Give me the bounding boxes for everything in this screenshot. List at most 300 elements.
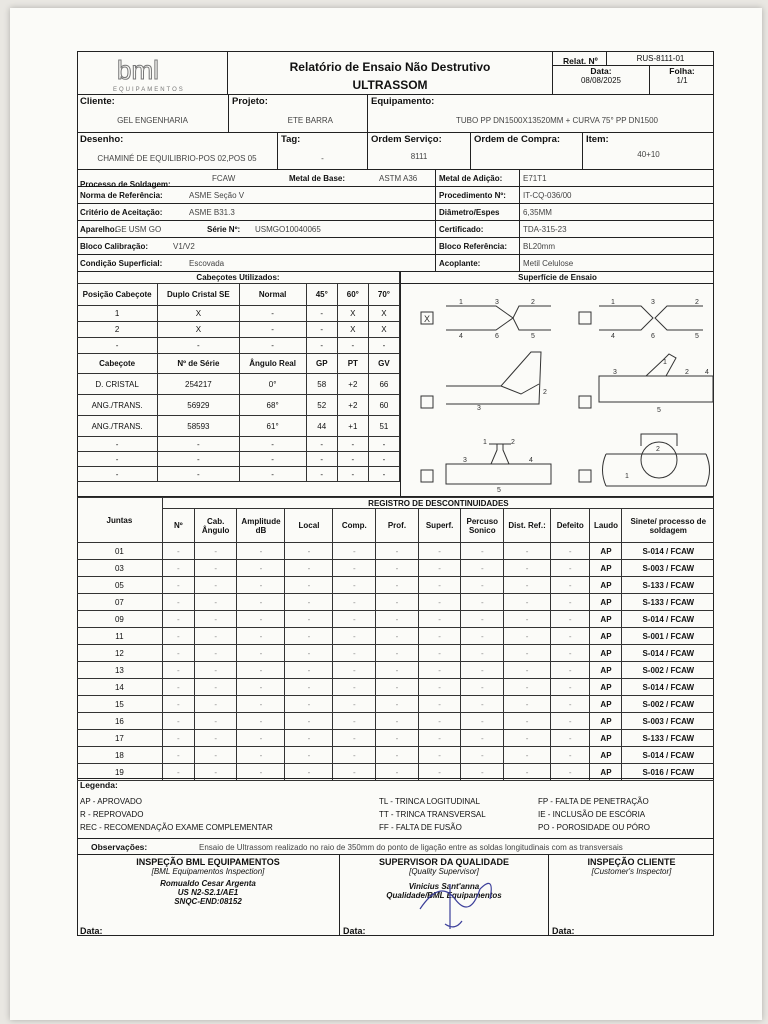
- probes-used-panel: [77, 272, 400, 482]
- diagram-label: 1: [483, 439, 487, 446]
- register-empty-cell: -: [551, 713, 590, 730]
- sheet-value: 1/1: [676, 76, 688, 85]
- probe-cell: -: [239, 467, 306, 482]
- calibration-block-value: V1/V2: [173, 242, 195, 251]
- register-empty-cell: -: [162, 713, 194, 730]
- probe-cell: 61°: [239, 416, 306, 437]
- register-empty-cell: -: [461, 560, 504, 577]
- register-empty-cell: -: [333, 662, 376, 679]
- register-empty-cell: -: [376, 662, 419, 679]
- probes-header: 60°: [337, 284, 368, 306]
- diagram-label: 4: [459, 333, 463, 340]
- register-empty-cell: -: [504, 662, 551, 679]
- date-cell: [552, 66, 649, 95]
- probe-cell: ANG./TRANS.: [77, 416, 158, 437]
- probe-cell: +1: [337, 416, 368, 437]
- svg-text:EQUIPAMENTOS: EQUIPAMENTOS: [113, 87, 185, 93]
- diagram-label: 3: [613, 369, 617, 376]
- probe-cell: +2: [337, 374, 368, 395]
- joint-welder-stamp: S-001 / FCAW: [622, 628, 714, 645]
- diagram-label: 1: [625, 473, 629, 480]
- probe-position-cell: -: [337, 338, 368, 354]
- register-row: [77, 679, 714, 696]
- joint-welder-stamp: S-014 / FCAW: [622, 543, 714, 560]
- register-empty-cell: -: [551, 628, 590, 645]
- couplant-value: Metil Celulose: [523, 259, 574, 268]
- register-empty-cell: -: [461, 611, 504, 628]
- probes-header2: Ângulo Real: [239, 354, 306, 374]
- register-empty-cell: -: [162, 594, 194, 611]
- bml-date-label: Data:: [80, 926, 103, 936]
- probe-position-cell: -: [306, 306, 337, 322]
- probe-position-cell: X: [158, 322, 239, 338]
- tag-label: Tag:: [281, 134, 301, 145]
- probes-header: Duplo Cristal SE: [158, 284, 239, 306]
- register-empty-cell: -: [333, 764, 376, 781]
- register-empty-cell: -: [333, 577, 376, 594]
- joint-result: AP: [590, 764, 622, 781]
- register-empty-cell: -: [237, 611, 285, 628]
- register-empty-cell: -: [285, 594, 333, 611]
- probes-header: Normal: [239, 284, 306, 306]
- register-empty-cell: -: [376, 730, 419, 747]
- register-empty-cell: -: [376, 696, 419, 713]
- register-empty-cell: -: [418, 628, 461, 645]
- quality-supervisor-cell: [340, 855, 549, 936]
- relat-label-cell: [552, 51, 606, 66]
- register-empty-cell: -: [237, 594, 285, 611]
- register-empty-cell: -: [418, 645, 461, 662]
- probe-cell: -: [337, 437, 368, 452]
- register-empty-cell: -: [461, 764, 504, 781]
- service-order-label: Ordem Serviço:: [371, 134, 442, 145]
- register-empty-cell: -: [237, 679, 285, 696]
- register-empty-cell: -: [237, 713, 285, 730]
- register-empty-cell: -: [551, 611, 590, 628]
- probe-position-cell: -: [368, 338, 399, 354]
- register-empty-cell: -: [285, 679, 333, 696]
- sheet-label: Folha:: [669, 66, 695, 76]
- register-empty-cell: -: [285, 611, 333, 628]
- register-header: Nº: [162, 509, 194, 543]
- acceptance-criteria-label: Critério de Aceitação:: [80, 208, 163, 217]
- register-header: Local: [285, 509, 333, 543]
- joint-result: AP: [590, 543, 622, 560]
- signatures-block: [77, 855, 714, 936]
- register-empty-cell: -: [418, 764, 461, 781]
- register-empty-cell: -: [551, 543, 590, 560]
- register-empty-cell: -: [285, 543, 333, 560]
- welding-process-value: FCAW: [212, 174, 236, 183]
- register-empty-cell: -: [551, 645, 590, 662]
- legend-title: Legenda:: [80, 780, 118, 790]
- register-empty-cell: -: [461, 679, 504, 696]
- register-empty-cell: -: [237, 730, 285, 747]
- diagram-label: 3: [463, 457, 467, 464]
- register-empty-cell: -: [162, 730, 194, 747]
- serial-label: Série Nº:: [207, 225, 241, 234]
- process-block: [77, 170, 714, 272]
- register-empty-cell: -: [418, 594, 461, 611]
- register-empty-cell: -: [194, 679, 237, 696]
- register-empty-cell: -: [504, 730, 551, 747]
- register-row: [77, 543, 714, 560]
- probe-position-cell: X: [368, 306, 399, 322]
- drawing-cell: [77, 133, 278, 170]
- probes-header: Posição Cabeçote: [77, 284, 158, 306]
- register-row: [77, 594, 714, 611]
- register-header: Prof.: [376, 509, 419, 543]
- joint-result: AP: [590, 713, 622, 730]
- probe-position-cell: -: [239, 306, 306, 322]
- register-empty-cell: -: [333, 594, 376, 611]
- client-inspection-cell: [549, 855, 714, 936]
- joint-number: 19: [77, 764, 162, 781]
- register-empty-cell: -: [194, 730, 237, 747]
- probe-position-row: [77, 322, 400, 338]
- legend-col-2: [379, 795, 486, 834]
- register-empty-cell: -: [194, 628, 237, 645]
- device-label: Aparelho:: [80, 225, 118, 234]
- surface-panel: [400, 272, 714, 497]
- logo-box: [77, 51, 228, 95]
- register-empty-cell: -: [237, 696, 285, 713]
- register-empty-cell: -: [418, 696, 461, 713]
- register-header: Defeito: [551, 509, 590, 543]
- probe-cell: 52: [306, 395, 337, 416]
- register-empty-cell: -: [461, 747, 504, 764]
- register-empty-cell: -: [376, 764, 419, 781]
- service-order-value: 8111: [410, 152, 428, 161]
- project-value: ETE BARRA: [287, 116, 333, 125]
- joint-welder-stamp: S-014 / FCAW: [622, 747, 714, 764]
- register-empty-cell: -: [333, 730, 376, 747]
- register-empty-cell: -: [237, 764, 285, 781]
- register-empty-cell: -: [504, 747, 551, 764]
- register-empty-cell: -: [461, 696, 504, 713]
- register-empty-cell: -: [162, 662, 194, 679]
- joint-welder-stamp: S-133 / FCAW: [622, 594, 714, 611]
- project-label: Projeto:: [232, 96, 268, 107]
- register-empty-cell: -: [461, 730, 504, 747]
- client-value: GEL ENGENHARIA: [117, 116, 188, 125]
- item-cell: [583, 133, 714, 170]
- register-empty-cell: -: [194, 594, 237, 611]
- register-header: Amplitude dB: [237, 509, 285, 543]
- probe-position-row: [77, 338, 400, 354]
- observations-text: Ensaio de Ultrassom realizado no raio de 350mm do ponto de ligação entre as soldas longitudinais com as transversais: [199, 843, 623, 852]
- register-empty-cell: -: [504, 696, 551, 713]
- register-empty-cell: -: [162, 560, 194, 577]
- joint-welder-stamp: S-014 / FCAW: [622, 679, 714, 696]
- register-empty-cell: -: [194, 747, 237, 764]
- probe-cell: -: [77, 467, 158, 482]
- probes-used-table: [77, 272, 400, 482]
- legend-item: AP - APROVADO: [80, 797, 142, 806]
- probe-position-cell: X: [337, 322, 368, 338]
- joint-result: AP: [590, 594, 622, 611]
- probe-cell: -: [368, 452, 399, 467]
- probe-row: [77, 416, 400, 437]
- register-title: REGISTRO DE DESCONTINUIDADES: [162, 498, 714, 509]
- probe-position-cell: -: [158, 338, 239, 354]
- register-empty-cell: -: [461, 628, 504, 645]
- joint-number: 01: [77, 543, 162, 560]
- diagram-label: 1: [663, 359, 667, 366]
- register-empty-cell: -: [551, 764, 590, 781]
- register-empty-cell: -: [285, 747, 333, 764]
- probe-cell: 0°: [239, 374, 306, 395]
- probes-header2: GP: [306, 354, 337, 374]
- surface-title: Superfície de Ensaio: [401, 272, 714, 284]
- service-order-cell: [368, 133, 471, 170]
- bml-logo-icon: [77, 51, 227, 95]
- probes-used-title: Cabeçotes Utilizados:: [77, 272, 400, 284]
- register-empty-cell: -: [333, 679, 376, 696]
- joint-number: 11: [77, 628, 162, 645]
- register-empty-cell: -: [376, 594, 419, 611]
- joint-option-checkbox[interactable]: [579, 312, 591, 324]
- joint-welder-stamp: S-014 / FCAW: [622, 645, 714, 662]
- bml-inspector-cert: US N2-S2.1/AE1: [177, 888, 239, 897]
- equipment-label: Equipamento:: [371, 96, 435, 107]
- probe-position-cell: -: [239, 322, 306, 338]
- register-empty-cell: -: [376, 747, 419, 764]
- register-empty-cell: -: [504, 628, 551, 645]
- register-empty-cell: -: [376, 645, 419, 662]
- probe-cell: 44: [306, 416, 337, 437]
- discontinuity-table: [77, 497, 714, 781]
- register-empty-cell: -: [285, 662, 333, 679]
- register-empty-cell: -: [376, 713, 419, 730]
- register-row: [77, 713, 714, 730]
- probes-header: 45°: [306, 284, 337, 306]
- legend-col-1: [80, 795, 273, 834]
- probe-position-cell: -: [306, 338, 337, 354]
- certificate-label: Certificado:: [439, 225, 484, 234]
- probe-cell: -: [158, 437, 239, 452]
- register-row: [77, 611, 714, 628]
- joint-option-checkbox[interactable]: [421, 470, 433, 482]
- diagram-label: 2: [656, 446, 660, 453]
- equipment-cell: [368, 95, 714, 133]
- probe-cell: -: [306, 467, 337, 482]
- probe-cell: 254217: [158, 374, 239, 395]
- welding-process-label: Processo de Soldagem:: [80, 180, 171, 189]
- joint-number: 07: [77, 594, 162, 611]
- register-empty-cell: -: [162, 628, 194, 645]
- report-subtitle: ULTRASSOM: [352, 78, 428, 92]
- observations-label: Observações:: [91, 842, 148, 852]
- date-label: Data:: [590, 66, 612, 76]
- reference-block-label: Bloco Referência:: [439, 242, 508, 251]
- register-empty-cell: -: [194, 662, 237, 679]
- register-empty-cell: -: [333, 560, 376, 577]
- legend-item: FP - FALTA DE PENETRAÇÃO: [538, 797, 649, 806]
- probe-position-cell: 1: [77, 306, 158, 322]
- register-empty-cell: -: [285, 577, 333, 594]
- joint-result: AP: [590, 679, 622, 696]
- joint-number: 14: [77, 679, 162, 696]
- probes-header2: Nº de Série: [158, 354, 239, 374]
- register-empty-cell: -: [418, 679, 461, 696]
- relat-label: Relat. Nº: [563, 56, 598, 66]
- probe-position-row: [77, 306, 400, 322]
- probe-cell: +2: [337, 395, 368, 416]
- register-empty-cell: -: [504, 611, 551, 628]
- register-empty-cell: -: [418, 730, 461, 747]
- diagram-label: 3: [651, 299, 655, 306]
- register-row: [77, 747, 714, 764]
- probe-cell: -: [368, 467, 399, 482]
- quality-supervisor-name: Vinicius Sant'anna: [408, 882, 480, 891]
- diagram-label: 6: [651, 333, 655, 340]
- register-empty-cell: -: [285, 696, 333, 713]
- quality-date-label: Data:: [343, 926, 366, 936]
- probe-row: [77, 374, 400, 395]
- report-title-box: [228, 51, 552, 95]
- probe-cell: -: [239, 452, 306, 467]
- svg-text:bml: bml: [117, 55, 159, 85]
- probe-cell: -: [158, 452, 239, 467]
- bml-inspection-subtitle: [BML Equipamentos Inspection]: [151, 867, 265, 876]
- register-empty-cell: -: [376, 543, 419, 560]
- legend-col-3: [538, 795, 650, 834]
- quality-supervisor-title: SUPERVISOR DA QUALIDADE: [378, 857, 510, 867]
- register-empty-cell: -: [285, 713, 333, 730]
- joint-number: 12: [77, 645, 162, 662]
- register-empty-cell: -: [418, 611, 461, 628]
- register-empty-cell: -: [194, 560, 237, 577]
- item-label: Item:: [586, 134, 609, 145]
- register-empty-cell: -: [237, 645, 285, 662]
- diagram-label: 2: [695, 299, 699, 306]
- tag-cell: [278, 133, 368, 170]
- probe-cell: -: [158, 467, 239, 482]
- base-metal-value: ASTM A36: [379, 174, 418, 183]
- register-empty-cell: -: [285, 560, 333, 577]
- joint-number: 18: [77, 747, 162, 764]
- register-empty-cell: -: [418, 543, 461, 560]
- register-empty-cell: -: [162, 645, 194, 662]
- register-header: Juntas: [77, 498, 162, 543]
- joint-result: AP: [590, 645, 622, 662]
- sheet-cell: [649, 66, 714, 95]
- register-empty-cell: -: [194, 611, 237, 628]
- probe-cell: 68°: [239, 395, 306, 416]
- register-empty-cell: -: [237, 560, 285, 577]
- register-empty-cell: -: [285, 730, 333, 747]
- filler-metal-label: Metal de Adição:: [439, 174, 503, 183]
- client-inspection-subtitle: [Customer's Inspector]: [591, 867, 672, 876]
- register-empty-cell: -: [237, 628, 285, 645]
- register-row: [77, 560, 714, 577]
- probe-cell: -: [337, 452, 368, 467]
- register-empty-cell: -: [551, 560, 590, 577]
- probe-cell: D. CRISTAL: [77, 374, 158, 395]
- register-empty-cell: -: [551, 662, 590, 679]
- bml-inspection-cell: [77, 855, 340, 936]
- legend-item: REC - RECOMENDAÇÃO EXAME COMPLEMENTAR: [80, 823, 273, 832]
- diagram-label: 1: [611, 299, 615, 306]
- joint-welder-stamp: S-002 / FCAW: [622, 696, 714, 713]
- probe-position-cell: -: [239, 338, 306, 354]
- tag-value: -: [321, 154, 324, 163]
- register-empty-cell: -: [162, 543, 194, 560]
- register-empty-cell: -: [333, 543, 376, 560]
- bml-inspector-snqc: SNQC-END:08152: [174, 897, 242, 906]
- probe-position-cell: X: [158, 306, 239, 322]
- drawing-label: Desenho:: [80, 134, 124, 145]
- probe-cell: -: [337, 467, 368, 482]
- equipment-value: TUBO PP DN1500X13520MM + CURVA 75° PP DN1500: [455, 116, 658, 125]
- process-row: [80, 174, 171, 192]
- register-row: [77, 628, 714, 645]
- joint-result: AP: [590, 730, 622, 747]
- joint-option-checkbox[interactable]: [579, 396, 591, 408]
- register-empty-cell: -: [162, 577, 194, 594]
- register-empty-cell: -: [285, 645, 333, 662]
- register-empty-cell: -: [418, 713, 461, 730]
- joint-result: AP: [590, 611, 622, 628]
- probe-cell: -: [239, 437, 306, 452]
- legend-item: R - REPROVADO: [80, 810, 144, 819]
- client-label: Cliente:: [80, 96, 115, 107]
- joint-option-checkbox[interactable]: [579, 470, 591, 482]
- diagram-label: 6: [495, 333, 499, 340]
- procedure-value: IT-CQ-036/00: [523, 191, 572, 200]
- discontinuity-register: [77, 497, 714, 781]
- joint-number: 16: [77, 713, 162, 730]
- register-empty-cell: -: [461, 645, 504, 662]
- register-empty-cell: -: [194, 543, 237, 560]
- register-row: [77, 662, 714, 679]
- diagram-label: 4: [611, 333, 615, 340]
- joint-option-checkbox[interactable]: [421, 396, 433, 408]
- joint-result: AP: [590, 696, 622, 713]
- purchase-order-cell: [471, 133, 583, 170]
- joint-welder-stamp: S-003 / FCAW: [622, 713, 714, 730]
- report-title: Relatório de Ensaio Não Destrutivo: [289, 60, 491, 74]
- register-empty-cell: -: [237, 577, 285, 594]
- joint-result: AP: [590, 628, 622, 645]
- observations-row: [77, 838, 714, 855]
- register-empty-cell: -: [504, 594, 551, 611]
- register-empty-cell: -: [194, 764, 237, 781]
- register-empty-cell: -: [333, 645, 376, 662]
- probe-cell: -: [306, 437, 337, 452]
- legend-item: FF - FALTA DE FUSÃO: [379, 823, 462, 832]
- register-empty-cell: -: [376, 628, 419, 645]
- diagram-label: 5: [531, 333, 535, 340]
- register-empty-cell: -: [237, 543, 285, 560]
- legend-item: TT - TRINCA TRANSVERSAL: [379, 810, 486, 819]
- probe-cell: 58593: [158, 416, 239, 437]
- probe-cell: 58: [306, 374, 337, 395]
- date-value: 08/08/2025: [580, 76, 622, 85]
- certificate-value: TDA-315-23: [523, 225, 567, 234]
- probe-cell: -: [368, 437, 399, 452]
- probe-position-cell: X: [337, 306, 368, 322]
- relat-number: RUS-8111-01: [606, 51, 714, 66]
- register-empty-cell: -: [504, 713, 551, 730]
- diagram-label: 3: [495, 299, 499, 306]
- register-empty-cell: -: [376, 679, 419, 696]
- register-empty-cell: -: [504, 543, 551, 560]
- joint-welder-stamp: S-016 / FCAW: [622, 764, 714, 781]
- register-empty-cell: -: [285, 628, 333, 645]
- diagram-label: 1: [459, 299, 463, 306]
